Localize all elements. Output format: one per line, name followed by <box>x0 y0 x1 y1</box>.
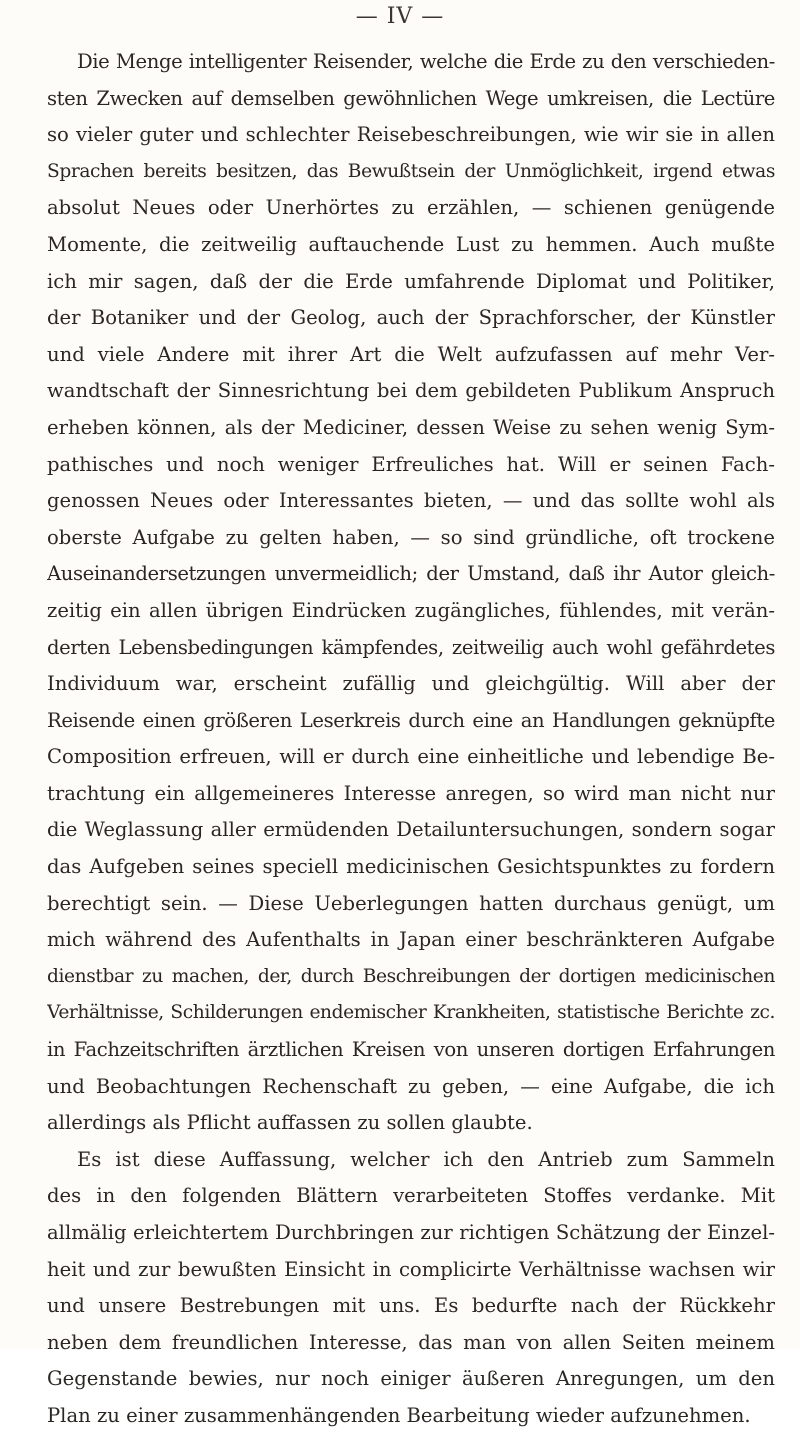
text-line: neben dem freundlichen Interesse, das man von allen Seiten meinem <box>47 1330 775 1354</box>
text-line: ich mir sagen, daß der die Erde umfahrende Diplomat und Politiker, <box>47 269 775 293</box>
text-line: und unsere Bestrebungen mit uns. Es bedurfte nach der Rückkehr <box>47 1294 775 1318</box>
text-line: erheben können, als der Mediciner, dessen Weise zu sehen wenig Sym- <box>47 415 775 439</box>
text-line: genossen Neues oder Interessantes bieten, — und das sollte wohl als <box>47 489 775 513</box>
paragraph-2 <box>47 1142 775 1435</box>
text-line: Composition erfreuen, will er durch eine einheitliche und lebendige Be- <box>47 745 775 769</box>
text-line: des in den folgenden Blättern verarbeiteten Stoffes verdanke. Mit <box>47 1184 775 1208</box>
text-line: derten Lebensbedingungen kämpfendes, zeitweilig auch wohl gefährdetes <box>47 635 775 659</box>
text-line: Auseinandersetzungen unvermeidlich; der Umstand, daß ihr Autor gleich- <box>47 562 775 586</box>
text-line: Reisende einen größeren Leserkreis durch eine an Handlungen geknüpfte <box>47 708 775 732</box>
text-line: absolut Neues oder Unerhörtes zu erzählen, — schienen genügende <box>47 196 775 220</box>
text-line: und Beobachtungen Rechenschaft zu geben, — eine Aufgabe, die ich <box>47 1074 775 1098</box>
page-number: — IV — <box>355 4 445 29</box>
text-line: wandtschaft der Sinnesrichtung bei dem gebildeten Publikum Anspruch <box>47 379 775 403</box>
text-line: Momente, die zeitweilig auftauchende Lust zu hemmen. Auch mußte <box>47 232 775 256</box>
text-line: Verhältnisse, Schilderungen endemischer Krankheiten, statistische Berichte zc. <box>47 1002 775 1024</box>
text-line: Es ist diese Auffassung, welcher ich den Antrieb zum Sammeln <box>77 1147 775 1171</box>
text-line: trachtung ein allgemeineres Interesse anregen, so wird man nicht nur <box>47 781 775 805</box>
text-line: die Weglassung aller ermüdenden Detailuntersuchungen, sondern sogar <box>47 818 775 842</box>
text-line: der Botaniker und der Geolog, auch der Sprachforscher, der Künstler <box>47 306 775 330</box>
text-line: so vieler guter und schlechter Reisebeschreibungen, wie wir sie in allen <box>47 123 775 147</box>
text-line: das Aufgeben seines speciell medicinischen Gesichtspunktes zu fordern <box>47 855 775 879</box>
text-line: Individuum war, erscheint zufällig und gleichgültig. Will aber der <box>47 672 775 696</box>
body-text <box>47 44 775 1435</box>
text-line: dienstbar zu machen, der, durch Beschreibungen der dortigen medicinischen <box>47 965 775 987</box>
text-line: in Fachzeitschriften ärztlichen Kreisen von unseren dortigen Erfahrungen <box>47 1038 775 1062</box>
paragraph-1 <box>47 44 775 1142</box>
text-line: berechtigt sein. — Diese Ueberlegungen hatten durchaus genügt, um <box>47 891 775 915</box>
text-line: Gegenstande bewies, nur noch einiger äußeren Anregungen, um den <box>47 1367 775 1391</box>
text-line: mich während des Aufenthalts in Japan einer beschränkteren Aufgabe <box>47 928 775 952</box>
text-line: Sprachen bereits besitzen, das Bewußtsein der Unmöglichkeit, irgend etwas <box>47 160 775 182</box>
text-line: allerdings als Pflicht auffassen zu sollen glaubte. <box>47 1111 533 1135</box>
text-line: und viele Andere mit ihrer Art die Welt aufzufassen auf mehr Ver- <box>47 342 775 366</box>
text-line: oberste Aufgabe zu gelten haben, — so sind gründliche, oft trockene <box>47 525 775 549</box>
text-line: pathisches und noch weniger Erfreuliches hat. Will er seinen Fach- <box>47 452 775 476</box>
text-line: allmälig erleichtertem Durchbringen zur richtigen Schätzung der Einzel- <box>47 1221 775 1244</box>
text-line: Plan zu einer zusammenhängenden Bearbeitung wieder aufzunehmen. <box>47 1403 751 1427</box>
text-line: zeitig ein allen übrigen Eindrücken zugängliches, fühlendes, mit verän- <box>47 598 775 622</box>
text-line: heit und zur bewußten Einsicht in complicirte Verhältnisse wachsen wir <box>47 1257 775 1281</box>
text-line: Die Menge intelligenter Reisender, welche die Erde zu den verschieden- <box>77 50 775 73</box>
text-line: sten Zwecken auf demselben gewöhnlichen Wege umkreisen, die Lectüre <box>47 86 775 110</box>
